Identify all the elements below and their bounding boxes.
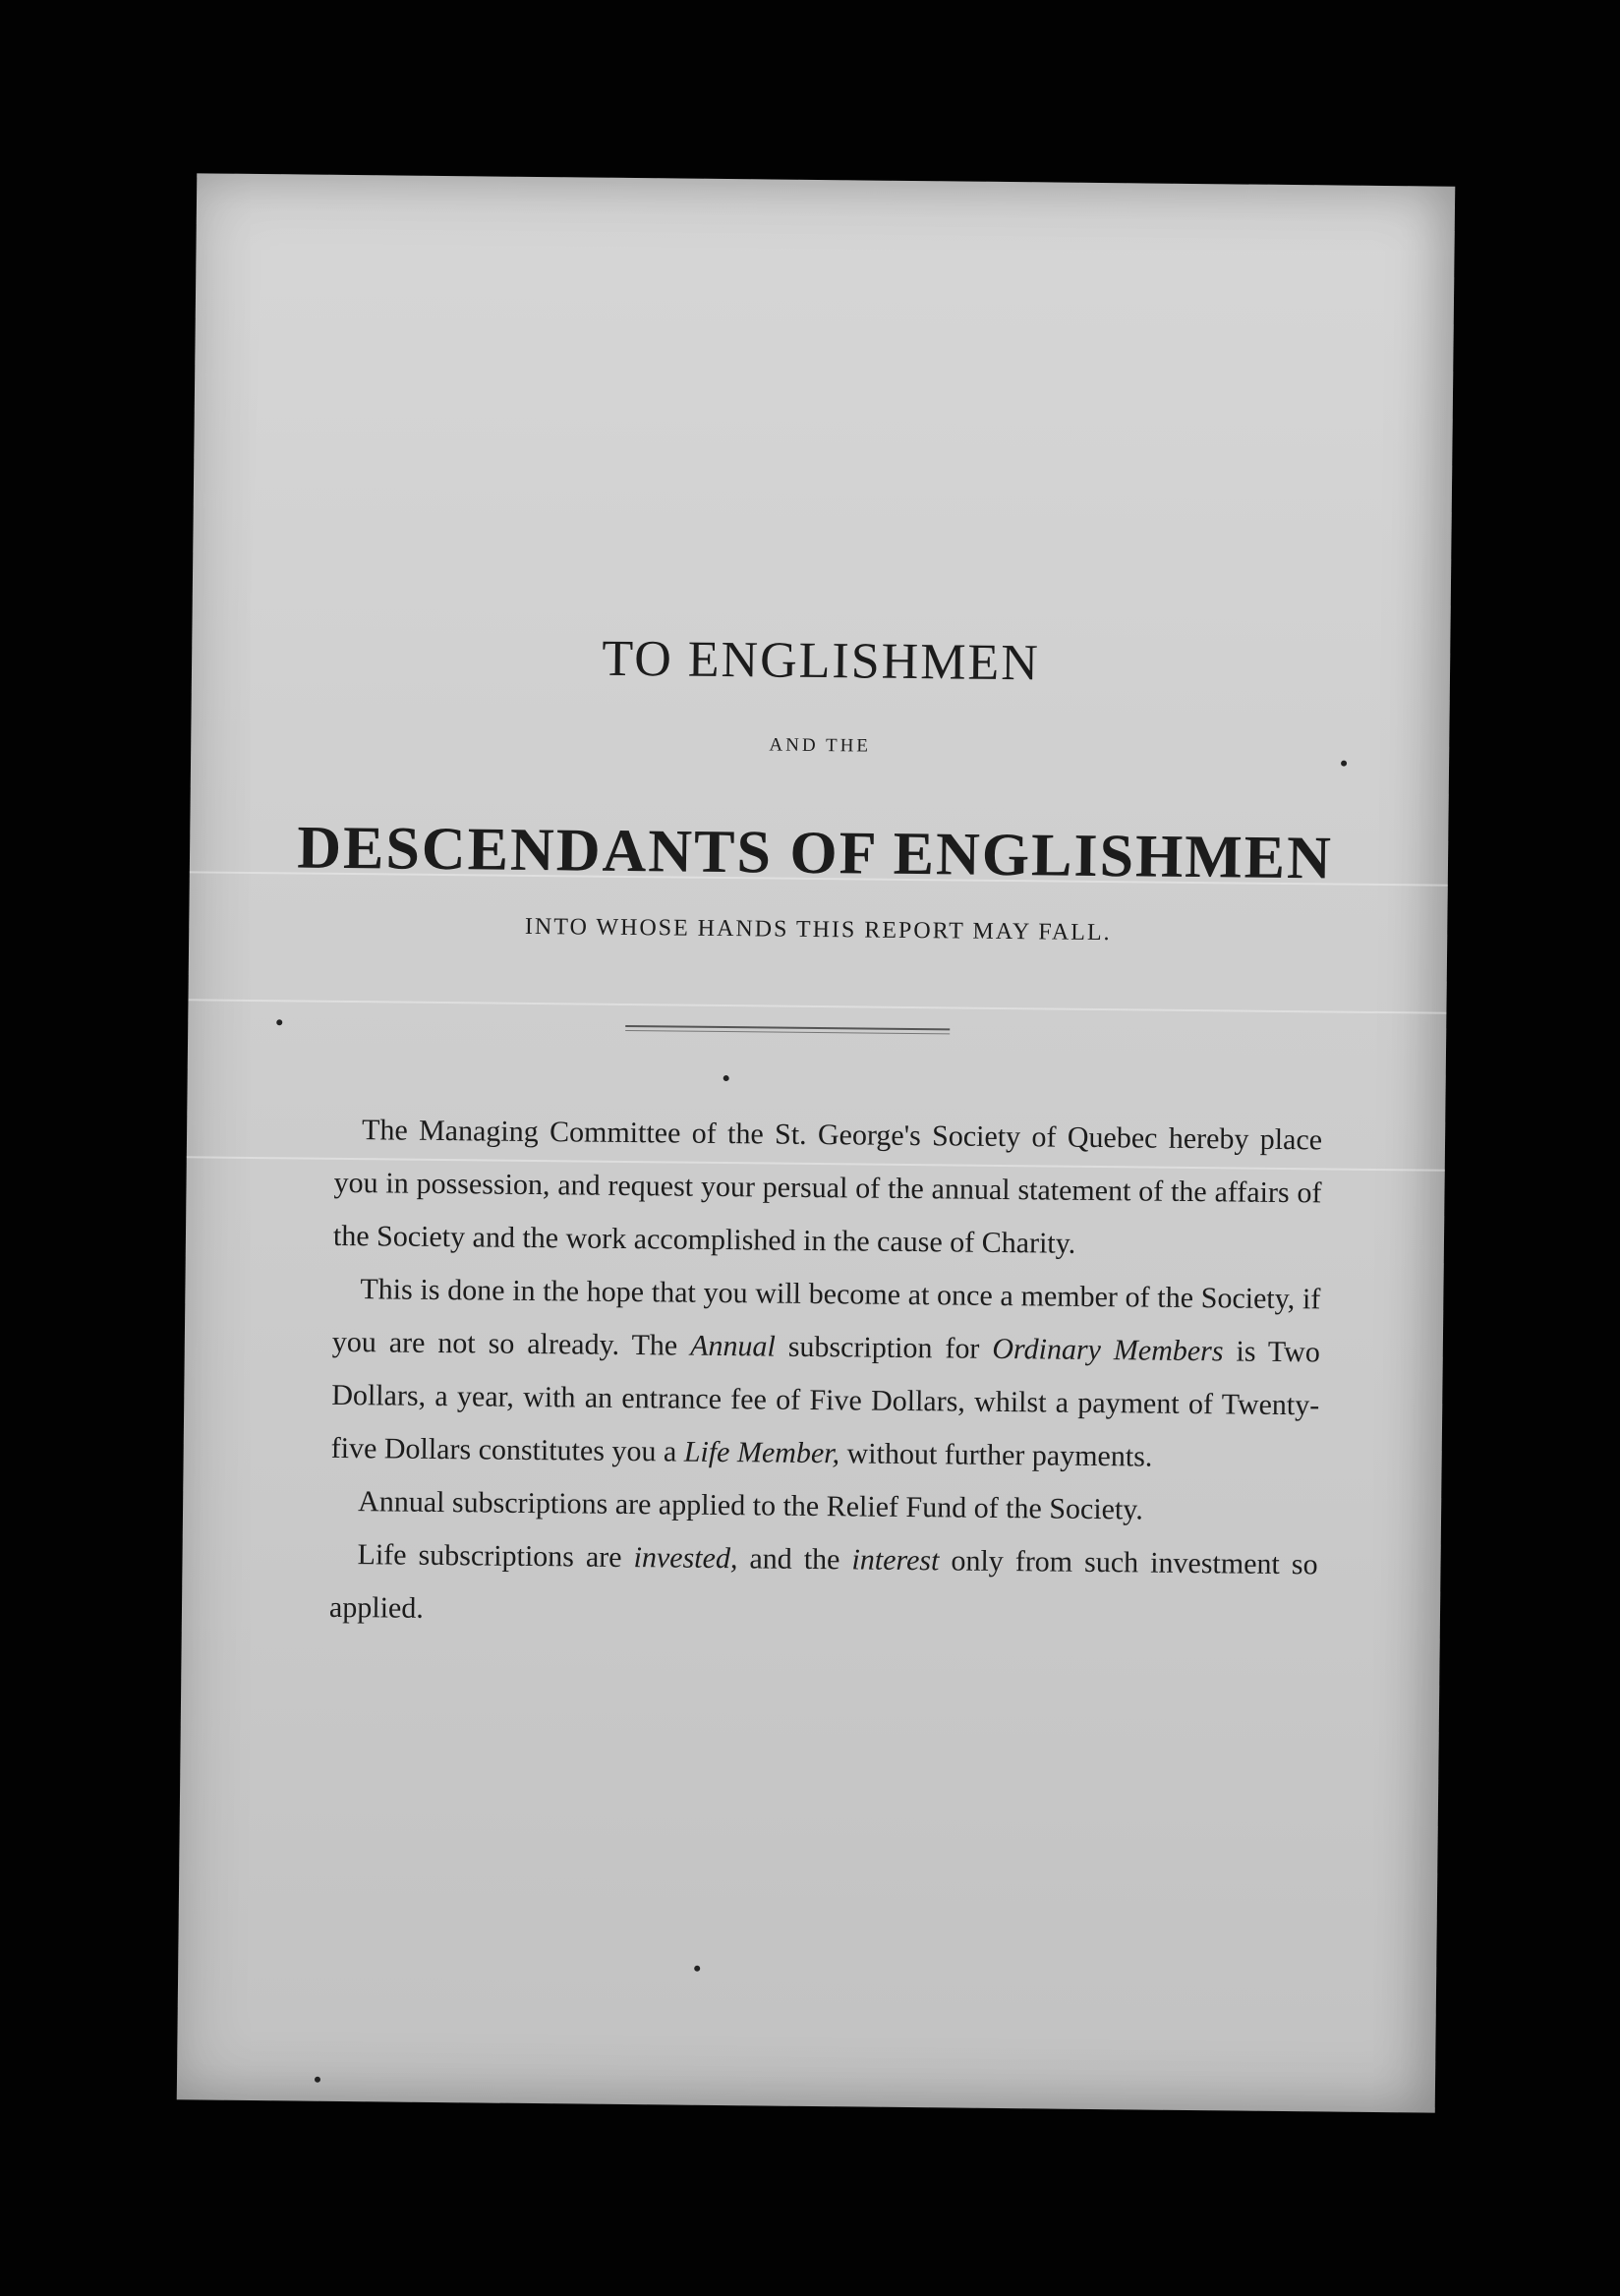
paper-speck: [315, 2077, 320, 2083]
document-page: [177, 173, 1455, 2112]
text-run: without further payments.: [839, 1437, 1153, 1473]
title-descendants: DESCENDANTS OF ENGLISHMEN: [296, 814, 1334, 892]
paper-crease: [188, 999, 1446, 1013]
text-run: and the: [737, 1542, 852, 1577]
paragraph-life-subscriptions: [329, 1528, 1318, 1645]
body-text: [329, 1104, 1323, 1644]
paper-speck: [694, 1966, 700, 1972]
paragraph-annual-subscriptions: Annual subscriptions are applied to the Relief Fund of the Society.: [357, 1485, 1144, 1526]
text-run: Life subscriptions are: [357, 1538, 634, 1575]
emphasis-ordinary-members: Ordinary Members: [992, 1332, 1224, 1368]
divider-rule: [625, 1025, 950, 1030]
text-run: only from such investment so applied.: [328, 1544, 1318, 1625]
paper-speck: [723, 1075, 729, 1081]
paper-speck: [276, 1019, 282, 1025]
title-and-the: AND THE: [769, 734, 872, 757]
emphasis-life-member: Life Member,: [683, 1435, 840, 1470]
emphasis-interest: interest: [851, 1543, 940, 1578]
emphasis-annual: Annual: [690, 1329, 777, 1363]
text-run: is Two Dollars, a year, with an entrance fee of Five Dollars, whilst a payment of Twenty-five Dollars constitutes you a: [330, 1335, 1320, 1468]
text-run: subscription for: [775, 1330, 993, 1365]
title-to-englishmen: TO ENGLISHMEN: [602, 630, 1041, 692]
subtitle-report: INTO WHOSE HANDS THIS REPORT MAY FALL.: [524, 913, 1112, 947]
paragraph-membership: [330, 1263, 1320, 1486]
emphasis-invested: invested,: [633, 1541, 738, 1576]
paragraph-committee: The Managing Committee of the St. George's Society of Quebec hereby place you in possession, and request your persual of the annual statement of the affairs of the Society and the work accomplished in the cause of Charity.: [332, 1114, 1323, 1260]
text-run: This is done in the hope that you will become at once a member of the Society, if you are not so already. The: [331, 1273, 1321, 1362]
